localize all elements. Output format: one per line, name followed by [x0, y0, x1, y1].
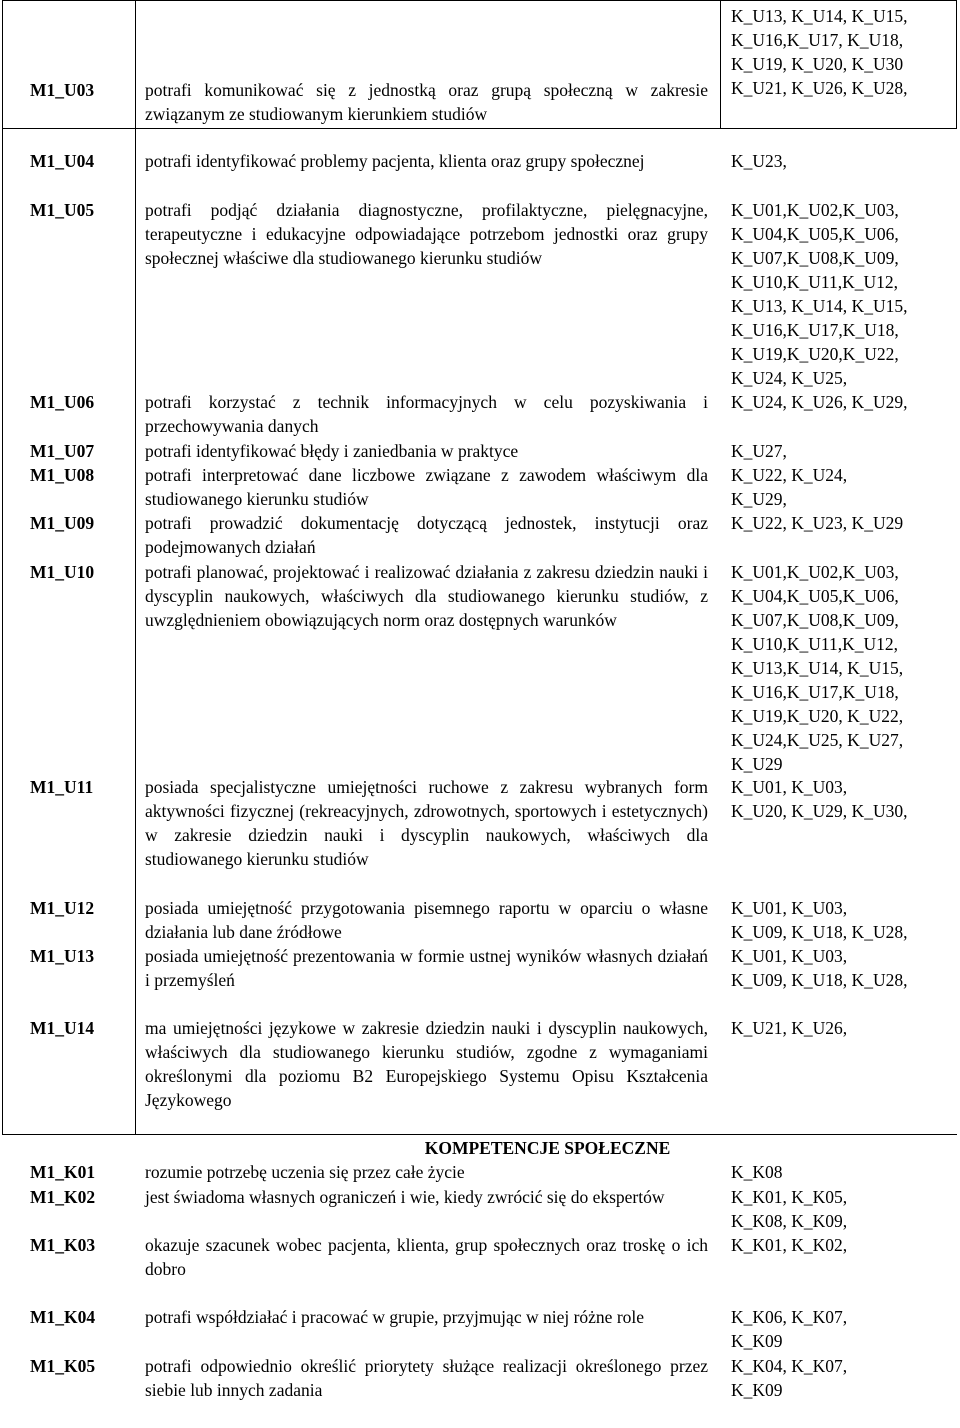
outcome-code: M1_K01	[30, 1162, 96, 1182]
outcome-code: M1_U10	[30, 562, 95, 582]
section-heading: KOMPETENCJE SPOŁECZNE	[424, 1138, 671, 1158]
ref-line: K_U13, K_U14, K_U15,	[731, 6, 908, 26]
ref-codes	[731, 439, 956, 463]
ref-line: K_U19,K_U20, K_U22,	[731, 706, 904, 726]
outcome-description: potrafi współdziałać i pracować w grupie, przyjmując w niej różne role	[145, 1307, 645, 1327]
outcome-description: potrafi podjąć działania diagnostyczne, profilaktyczne, pielęgnacyjne, terapeutyczne i edukacyjne odpowiadające potrzebom jednostki oraz grupy społecznej właściwe dla studiowanego kierunku studiów	[145, 200, 708, 268]
ref-line: K_U13, K_U14, K_U15,	[731, 296, 908, 316]
ref-codes	[731, 1305, 956, 1353]
ref-line: K_U22, K_U23, K_U29	[731, 513, 904, 533]
outcome-code: M1_U03	[30, 80, 95, 100]
ref-codes	[731, 1016, 956, 1040]
outcome-description: okazuje szacunek wobec pacjenta, klienta, grup społecznych oraz troskę o ich dobro	[145, 1235, 708, 1279]
table-row-divider	[2, 1134, 957, 1135]
outcome-code: M1_K02	[30, 1187, 96, 1207]
outcome-description: potrafi prowadzić dokumentację dotyczącą jednostek, instytucji oraz podejmowanych działań	[145, 513, 708, 557]
ref-codes	[731, 560, 956, 776]
table-row-divider	[2, 0, 957, 1]
ref-codes	[731, 198, 956, 390]
ref-line: K_U27,	[731, 441, 787, 461]
ref-line: K_U29	[731, 754, 783, 774]
ref-line: K_U01,K_U02,K_U03,	[731, 562, 899, 582]
ref-line: K_U22, K_U24,	[731, 465, 848, 485]
ref-codes	[731, 463, 956, 511]
outcome-code: M1_U07	[30, 441, 95, 461]
outcome-description: ma umiejętności językowe w zakresie dziedzin nauki i dyscyplin naukowych, właściwych dla studiowanego kierunku studiów, zgodne z wymaganiami określonymi dla poziomu B2 Europejskiego Systemu Opisu Kształcenia Językowego	[145, 1018, 708, 1110]
ref-line: K_U04,K_U05,K_U06,	[731, 224, 899, 244]
outcome-code: M1_U13	[30, 946, 95, 966]
ref-codes	[731, 896, 956, 944]
ref-line: K_U19, K_U20, K_U30	[731, 54, 904, 74]
ref-line: K_U29,	[731, 489, 787, 509]
outcome-code: M1_U12	[30, 898, 95, 918]
ref-line: K_K08	[731, 1162, 783, 1182]
ref-line: K_U09, K_U18, K_U28,	[731, 922, 908, 942]
outcome-code: M1_U04	[30, 151, 95, 171]
table-border-left	[2, 0, 3, 1135]
outcome-code: M1_U11	[30, 777, 94, 797]
outcome-code: M1_U09	[30, 513, 95, 533]
outcome-code: M1_U08	[30, 465, 95, 485]
ref-line: K_K04, K_K07,	[731, 1356, 848, 1376]
outcome-description: jest świadoma własnych ograniczeń i wie, kiedy zwrócić się do ekspertów	[145, 1187, 665, 1207]
ref-line: K_U01, K_U03,	[731, 777, 848, 797]
outcome-description: rozumie potrzebę uczenia się przez całe życie	[145, 1162, 465, 1182]
ref-line: K_U16,K_U17, K_U18,	[731, 30, 904, 50]
outcome-description: potrafi interpretować dane liczbowe związane z zawodem właściwym dla studiowanego kierunku studiów	[145, 465, 708, 509]
outcome-code: M1_U14	[30, 1018, 95, 1038]
ref-line: K_U16,K_U17,K_U18,	[731, 320, 899, 340]
ref-line: K_U24,K_U25, K_U27,	[731, 730, 904, 750]
ref-line: K_U04,K_U05,K_U06,	[731, 586, 899, 606]
table-border-col2	[720, 0, 721, 128]
ref-line: K_U24, K_U26, K_U29,	[731, 392, 908, 412]
ref-codes	[731, 1354, 956, 1402]
outcome-description: potrafi identyfikować błędy i zaniedbania w praktyce	[145, 441, 519, 461]
table-border-right	[956, 0, 957, 128]
ref-line: K_U10,K_U11,K_U12,	[731, 272, 899, 292]
ref-line: K_U07,K_U08,K_U09,	[731, 610, 899, 630]
outcome-code: M1_U05	[30, 200, 95, 220]
ref-line: K_K01, K_K02,	[731, 1235, 848, 1255]
ref-codes	[731, 1233, 956, 1257]
ref-codes	[731, 390, 956, 414]
outcome-description: posiada specjalistyczne umiejętności ruchowe z zakresu wybranych form aktywności fizycznej (rekreacyjnych, zdrowotnych, sportowych i estetycznych) w zakresie dziedzin nauki i dyscyplin naukowych, właściwych dla studiowanego kierunku studiów	[145, 777, 708, 869]
ref-line: K_U09, K_U18, K_U28,	[731, 970, 908, 990]
ref-line: K_U19,K_U20,K_U22,	[731, 344, 899, 364]
outcome-description: potrafi komunikować się z jednostką oraz grupą społeczną w zakresie związanym ze studiowanym kierunkiem studiów	[145, 80, 708, 124]
ref-line: K_U21, K_U26,	[731, 1018, 848, 1038]
ref-line: K_U16,K_U17,K_U18,	[731, 682, 899, 702]
ref-line: K_U01, K_U03,	[731, 946, 848, 966]
ref-codes	[731, 775, 956, 823]
outcome-description: potrafi odpowiednio określić priorytety służące realizacji określonego przez siebie lub innych zadania	[145, 1356, 708, 1400]
outcome-code: M1_K04	[30, 1307, 96, 1327]
ref-line: K_U20, K_U29, K_U30,	[731, 801, 908, 821]
ref-line: K_K08, K_K09,	[731, 1211, 848, 1231]
outcome-description: posiada umiejętność prezentowania w formie ustnej wyników własnych działań i przemyśleń	[145, 946, 708, 990]
ref-codes	[731, 4, 956, 100]
outcome-description: posiada umiejętność przygotowania pisemnego raportu w oparciu o własne działania lub dane źródłowe	[145, 898, 708, 942]
ref-codes	[731, 511, 956, 535]
ref-line: K_U21, K_U26, K_U28,	[731, 78, 908, 98]
ref-line: K_K09	[731, 1331, 783, 1351]
ref-line: K_U13,K_U14, K_U15,	[731, 658, 904, 678]
ref-line: K_U01,K_U02,K_U03,	[731, 200, 899, 220]
ref-line: K_U01, K_U03,	[731, 898, 848, 918]
table-row-divider	[2, 128, 957, 129]
ref-codes	[731, 149, 956, 173]
outcome-description: potrafi korzystać z technik informacyjnych w celu pozyskiwania i przechowywania danych	[145, 392, 708, 436]
ref-codes	[731, 1160, 956, 1184]
ref-line: K_U24, K_U25,	[731, 368, 848, 388]
ref-line: K_K09	[731, 1380, 783, 1400]
ref-line: K_K06, K_K07,	[731, 1307, 848, 1327]
outcome-description: potrafi identyfikować problemy pacjenta, klienta oraz grupy społecznej	[145, 151, 645, 171]
outcome-code: M1_K03	[30, 1235, 96, 1255]
ref-line: K_U10,K_U11,K_U12,	[731, 634, 899, 654]
ref-line: K_K01, K_K05,	[731, 1187, 848, 1207]
outcome-code: M1_U06	[30, 392, 95, 412]
ref-codes	[731, 1185, 956, 1233]
ref-codes	[731, 944, 956, 992]
outcome-code: M1_K05	[30, 1356, 96, 1376]
table-border-col1	[135, 0, 136, 1135]
ref-line: K_U07,K_U08,K_U09,	[731, 248, 899, 268]
ref-line: K_U23,	[731, 151, 787, 171]
outcome-description: potrafi planować, projektować i realizować działania z zakresu dziedzin nauki i dyscyplin naukowych, właściwych dla studiowanego kierunku studiów, z uwzględnieniem obowiązujących norm oraz dostępnych warunków	[145, 562, 708, 630]
